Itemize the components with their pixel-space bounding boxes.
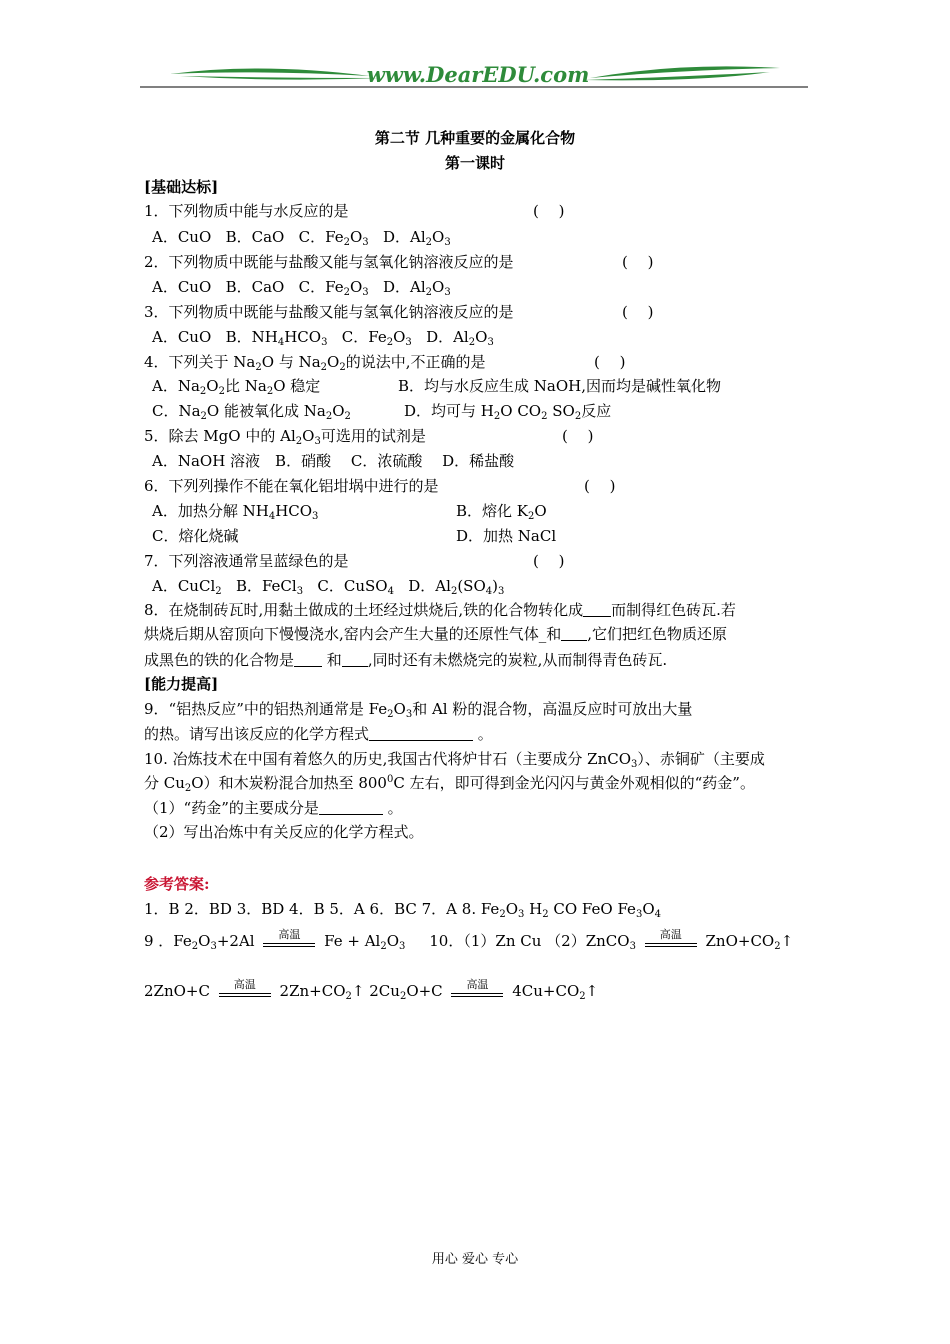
q8-blank-1 bbox=[583, 602, 611, 617]
page-footer: 用心 爱心 专心 bbox=[431, 1252, 519, 1267]
question-9-line-1: 9．“铝热反应”中的铝热剂通常是 $Fe_2O_3$和 Al 粉的混合物，高温反应时可放出大量 bbox=[144, 700, 693, 720]
q7-answer-paren: ( ) bbox=[533, 552, 565, 570]
q2-options bbox=[152, 275, 451, 299]
q6-answer-paren: ( ) bbox=[584, 477, 616, 495]
q3-answer-paren: ( ) bbox=[622, 303, 654, 321]
q5-answer-paren: ( ) bbox=[562, 427, 594, 445]
q4-answer-paren: ( ) bbox=[594, 353, 626, 371]
left-swoosh-2 bbox=[180, 76, 380, 80]
reaction-condition-high-temp: 高温 bbox=[263, 930, 315, 950]
right-swoosh-2 bbox=[585, 72, 770, 80]
left-swoosh bbox=[170, 68, 370, 76]
reaction-condition-high-temp: 高温 bbox=[451, 980, 503, 1000]
q6-option-c: C．熔化烧碱 bbox=[152, 527, 239, 545]
question-8-line-1: 8．在烧制砖瓦时,用黏土做成的土坯经过烘烧后,铁的化合物转化成 而制得红色砖瓦.若 bbox=[144, 601, 736, 619]
q8-blank-4 bbox=[342, 652, 368, 667]
question-2: 2．下列物质中既能与盐酸又能与氢氧化钠溶液反应的是 bbox=[144, 253, 514, 271]
answer-line-1: 1．B 2．BD 3．BD 4．B 5．A 6．BC 7．A 8. $Fe_2O_3$ $H_2$ CO FeO $Fe_3O_4$ bbox=[144, 900, 661, 920]
page-title: 第二节 几种重要的金属化合物 bbox=[374, 129, 576, 147]
q2-option-a: A．CuO bbox=[152, 278, 212, 296]
q3-option-a: A．CuO bbox=[152, 328, 212, 346]
q9-blank bbox=[369, 726, 473, 741]
q4-option-d: D．均可与 $H_2O$ $CO_2$ $SO_2$反应 bbox=[404, 402, 612, 422]
question-9-line-2: 的热。请写出该反应的化学方程式 。 bbox=[144, 725, 493, 743]
q3-option-b: B．$NH_4HCO_3$ bbox=[225, 328, 328, 348]
q1-answer-paren: ( ) bbox=[533, 202, 565, 220]
q7-option-d: D．$Al_2(SO_4)_3$ bbox=[408, 577, 505, 597]
question-10-sub-2: （2）写出冶炼中有关反应的化学方程式。 bbox=[144, 823, 424, 841]
q2-answer-paren: ( ) bbox=[622, 253, 654, 271]
page-subtitle: 第一课时 bbox=[444, 154, 505, 172]
q5-options: A．NaOH 溶液 B．硝酸 C．浓硫酸 D．稀盐酸 bbox=[152, 452, 515, 470]
q1-option-a: A．CuO bbox=[152, 228, 212, 246]
q2-option-c: C．$Fe_2O_3$ bbox=[298, 278, 369, 298]
question-3: 3．下列物质中既能与盐酸又能与氢氧化钠溶液反应的是 bbox=[144, 303, 514, 321]
question-8-line-2: 烘烧后期从窑顶向下慢慢浇水,窑内会产生大量的还原性气体_和 ,它们把红色物质还原 bbox=[144, 625, 728, 643]
q6-option-a: A．加热分解 $NH_4HCO_3$ bbox=[152, 502, 319, 522]
q7-option-b: B．FeCl$_3$ bbox=[235, 577, 304, 597]
question-7: 7．下列溶液通常呈蓝绿色的是 bbox=[144, 552, 349, 570]
q1-option-c: C．$Fe_2O_3$ bbox=[298, 228, 369, 248]
q7-option-c: C．CuSO$_4$ bbox=[317, 577, 394, 597]
header-logo-text: www.DearEDU.com bbox=[366, 62, 590, 87]
q1-text: 1．下列物质中能与水反应的是 bbox=[144, 202, 349, 220]
q2-option-d: D．$Al_2O_3$ bbox=[382, 278, 451, 298]
question-4: 4．下列关于 $Na_2O$ 与 $Na_2O_2$的说法中,不正确的是 bbox=[144, 353, 486, 373]
question-5: 5．除去 MgO 中的 $Al_2O_3$可选用的试剂是 bbox=[144, 427, 426, 447]
q3-options bbox=[152, 325, 494, 349]
q1-options bbox=[152, 225, 451, 249]
question-10-sub-1: （1）“药金”的主要成分是 。 bbox=[144, 799, 403, 817]
q7-options bbox=[152, 574, 504, 598]
header-banner bbox=[140, 56, 808, 92]
q7-option-a: A．CuCl$_2$ bbox=[152, 577, 222, 597]
question-6: 6．下列列操作不能在氧化铝坩埚中进行的是 bbox=[144, 477, 439, 495]
q4-option-c: C．$Na_2O$ 能被氧化成 $Na_2O_2$ bbox=[152, 402, 351, 422]
q4-option-b: B．均与水反应生成 NaOH,因而均是碱性氧化物 bbox=[398, 377, 722, 395]
q10-blank bbox=[319, 800, 383, 815]
reaction-condition-high-temp: 高温 bbox=[645, 930, 697, 950]
question-10-line-2: 分 $Cu_2O$）和木炭粉混合加热至 $800^0C$ 左右，即可得到金光闪闪与黄金外观相似的“药金”。 bbox=[144, 774, 755, 794]
q2-option-b: B．CaO bbox=[225, 278, 285, 296]
q3-option-d: D．$Al_2O_3$ bbox=[426, 328, 494, 348]
question-1 bbox=[144, 199, 349, 223]
answer-line-3: 2ZnO+C 高温 $2Zn+CO_2↑$ $2Cu_2O+C$ 高温 $4Cu+CO_2↑$ bbox=[144, 978, 599, 1002]
reaction-condition-high-temp: 高温 bbox=[219, 980, 271, 1000]
q8-blank-3 bbox=[294, 652, 322, 667]
question-10-line-1: 10. 冶炼技术在中国有着悠久的历史,我国古代将炉甘石（主要成分 ZnCO$_3$）、赤铜矿（主要成 bbox=[144, 750, 765, 770]
section-heading-basic: [基础达标] bbox=[144, 178, 219, 196]
answer-line-2: 9 ．$Fe_2O_3+2Al$ 高温 $Fe + Al_2O_3$ 10．（1）Zn Cu （2）ZnCO$_3$ 高温 $ZnO+CO_2↑$ bbox=[144, 928, 794, 952]
answer-heading: 参考答案: bbox=[144, 875, 210, 893]
q6-option-b: B．熔化 $K_2O$ bbox=[456, 502, 547, 522]
q1-option-d: D．$Al_2O_3$ bbox=[382, 228, 451, 248]
question-8-line-3: 成黑色的铁的化合物是 和 ,同时还有未燃烧完的炭粒,从而制得青色砖瓦. bbox=[144, 651, 668, 669]
q6-option-d: D．加热 NaCl bbox=[456, 527, 557, 545]
q1-option-b: B．CaO bbox=[225, 228, 285, 246]
q3-option-c: C．$Fe_2O_3$ bbox=[341, 328, 412, 348]
section-heading-advanced: [能力提高] bbox=[144, 675, 219, 693]
q8-blank-2 bbox=[561, 626, 587, 641]
q4-option-a: A．$Na_2O_2$比 $Na_2O$ 稳定 bbox=[152, 377, 321, 397]
